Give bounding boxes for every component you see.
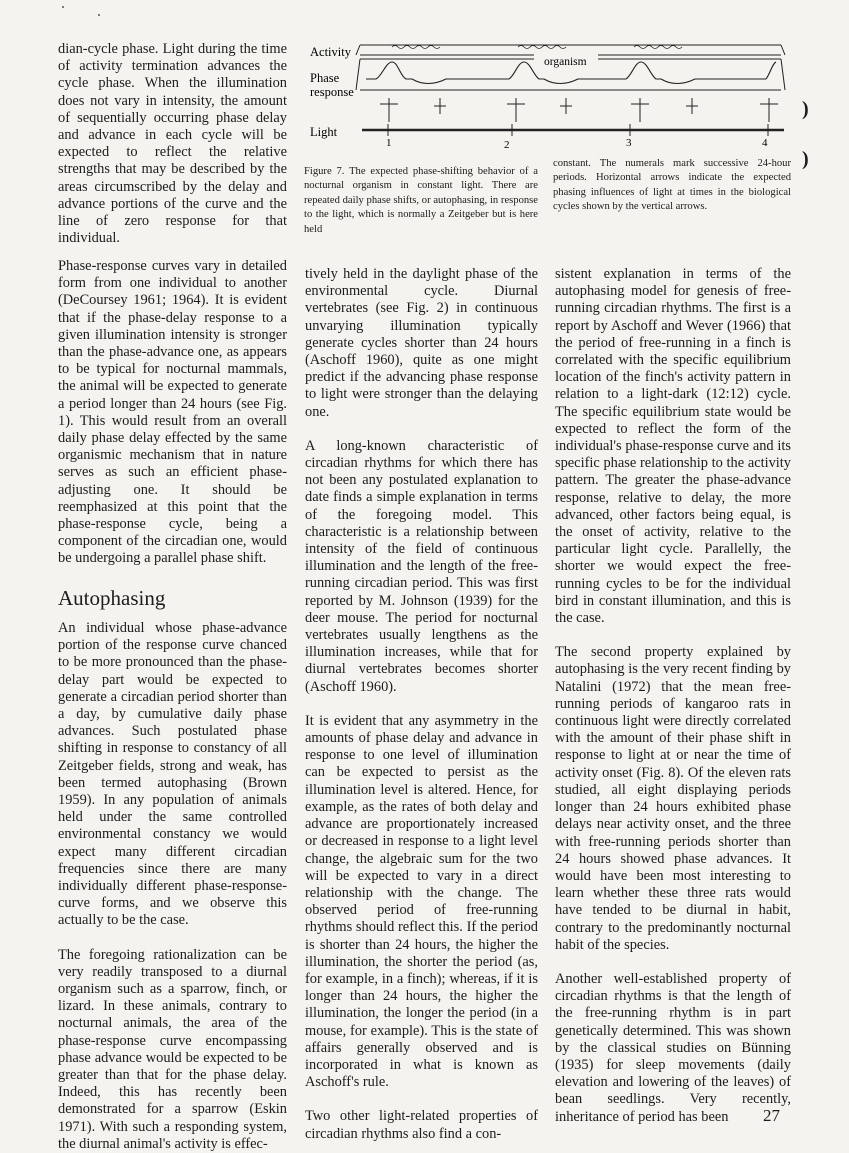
column-1 [58, 258, 287, 568]
cycle-number-3: 3 [626, 137, 632, 149]
phase-label: Phase [310, 71, 340, 85]
light-label: Light [310, 125, 338, 139]
paragraph: Phase-response curves vary in detailed form from one individual to another (DeCoursey 1961; 1964). It is evident that if the phase-delay response to a given illumination intensity is stronger than the phase-advance one, as appears to be typical for nocturnal mammals, the animal will be expected to generate a period longer than 24 hours (see Fig. 1). This would result from an overall daily phase delay effected by the same organismic mechanism that in nature serves as such an efficient phase-adjusting one. It should be reemphasized at this point that the phase-response cycle, being a component of the circadian one, would be undergoing a parallel phase shift. [58, 258, 287, 567]
page-number: 27 [763, 1106, 780, 1125]
cycle-number-1: 1 [386, 137, 392, 149]
figure-caption-right: constant. The numerals mark successive 24-hour periods. Horizontal arrows indicate the expected phasing influences of light at times in the biological cycles shown by the vertical arrows. [553, 158, 791, 213]
continuation-paragraph: dian-cycle phase. Light during the time of activity termination advances the cycle phase. When the illumination does not vary in intensity, the amount of sequentially occurring phase delay and advance in each cycle will be expected to reflect the relative strengths that may be described by the areas circumscribed by the delay and advance portions of the curve and the line of zero response for that individual. [58, 41, 287, 247]
column-2 [305, 266, 538, 1143]
figure-caption-left: Figure 7. The expected phase-shifting behavior of a nocturnal organism in constant light. There are repeated daily phase shifts, or autophasing, in response to the light, which is normally a Zeitgeber but is here held [304, 166, 538, 235]
paragraph: It is evident that any asymmetry in the amounts of phase delay and advance in response to one level of illumination can be expected to persist as the illumination level is altered. Hence, for example, as the rates of both delay and advance are proportionately increased or decreased in response to a light level change, the algebraic sum for the two will be expected to vary in a direct relationship with the change. The observed period of free-running rhythms should reflect this. If the period is shorter than 24 hours, the higher the illumination, the shorter the period (as, for example, in a finch); whereas, if it is longer than 24 hours, the higher the illumination, the longer the period (in a mouse, for example). This is the state of affairs generally observed and is incorporated in what is known as Aschoff's rule. [305, 712, 538, 1091]
scan-speck [98, 14, 100, 16]
column-3 [555, 266, 791, 1126]
paragraph: An individual whose phase-advance portion of the response curve chanced to be more pronounced than the phase-delay part would be expected to generate a circadian period shorter than a day, by cumulative daily phase advances. Such postulated phase shifting in response to constancy of all Zeitgeber fields, strong and weak, has been termed autophasing (Brown 1959). In any population of animals held under the same controlled environmental constancy we would expect many different circadian frequencies since there are many individually different phase-response-curve forms, and we observe this actually to be the case. [58, 620, 287, 929]
cycle-number-2: 2 [504, 139, 510, 151]
paragraph: Two other light-related properties of circadian rhythms also find a con- [305, 1108, 538, 1142]
section-heading-autophasing: Autophasing [58, 586, 166, 610]
paragraph: sistent explanation in terms of the autophasing model for genesis of free-running circadian rhythms. The first is a report by Aschoff and Wever (1966) that the period of free-running in a finch is correlated with the specific equilibrium location of the finch's activity pattern in relation to a light-dark (12:12) cycle. The specific equilibrium state would be expected to reflect the form of the individual's phase-response curve and its specific phase relationship to the activity pattern. The greater the phase-advance response, relative to delay, the more advanced, other factors being equal, is the onset of activity, relative to the particular light cycle. Parallelly, the shorter we would expect the free-running cycles to be for the individual bird in constant illumination, and this is the case. [555, 266, 791, 627]
margin-bracket: ) [802, 148, 809, 170]
margin-bracket: ) [802, 98, 809, 120]
paragraph: Another well-established property of circadian rhythms is that the length of the free-running rhythm is in part genetically determined. This was shown by the classical studies on Bünning (1935) for sleep movements (daily elevation and lowering of the leaves) of bean seedlings. Very recently, inheritance of period has been [555, 970, 791, 1125]
paragraph: tively held in the daylight phase of the environmental cycle. Diurnal vertebrates (see Fig. 2) in continuous unvarying illumination typically generate cycles shorter than 24 hours (Aschoff 1960), quite as one might predict if the advancing phase response to light were stronger than the delaying one. [305, 266, 538, 420]
light-bar [362, 124, 784, 136]
paragraph: A long-known characteristic of circadian rhythms for which there has not been any postulated explanation to date finds a simple explanation in terms of the foregoing model. This characteristic is a relationship between intensity of the field of continuous illumination and the length of the free-running circadian period. This was first reported by M. Johnson (1939) for the deer mouse. The period for nocturnal vertebrates usually lengthens as the illumination increases, while that for diurnal vertebrates becomes shorter (Aschoff 1960). [305, 437, 538, 695]
response-label: response [310, 85, 354, 99]
activity-label: Activity [310, 45, 351, 59]
scan-speck [62, 6, 64, 8]
top-left-column [58, 41, 287, 247]
column-1-lower [58, 620, 287, 1153]
paragraph: The foregoing rationalization can be very readily transposed to a diurnal organism such as a sparrow, finch, or lizard. In these animals, contrary to nocturnal animals, the area of the phase-response curve encompassing phase advance would be expected to be greater than that for the phase delay. Indeed, this has recently been demonstrated for a sparrow (Eskin 1971). With such a responding system, the diurnal animal's activity is effec- [58, 946, 287, 1152]
organism-label: organism [544, 56, 587, 68]
paragraph: The second property explained by autophasing is the very recent finding by Natalini (1972) that the mean free-running periods of kangaroo rats in continuous light were directly correlated with the amount of their phase shift in response to light at or near the time of activity onset (Fig. 8). Of the eleven rats studied, all eight displaying periods longer than 24 hours exhibited phase delays near activity onset, and the three with free-running periods shorter than 24 hours showed phase advances. It would have been most interesting to learn whether these three rats would have tended to be diurnal in habit, contrary to the predominantly nocturnal habit of the species. [555, 644, 791, 953]
figure-7-diagram [304, 38, 789, 158]
phasing-arrows [380, 98, 778, 122]
cycle-number-4: 4 [762, 137, 768, 149]
